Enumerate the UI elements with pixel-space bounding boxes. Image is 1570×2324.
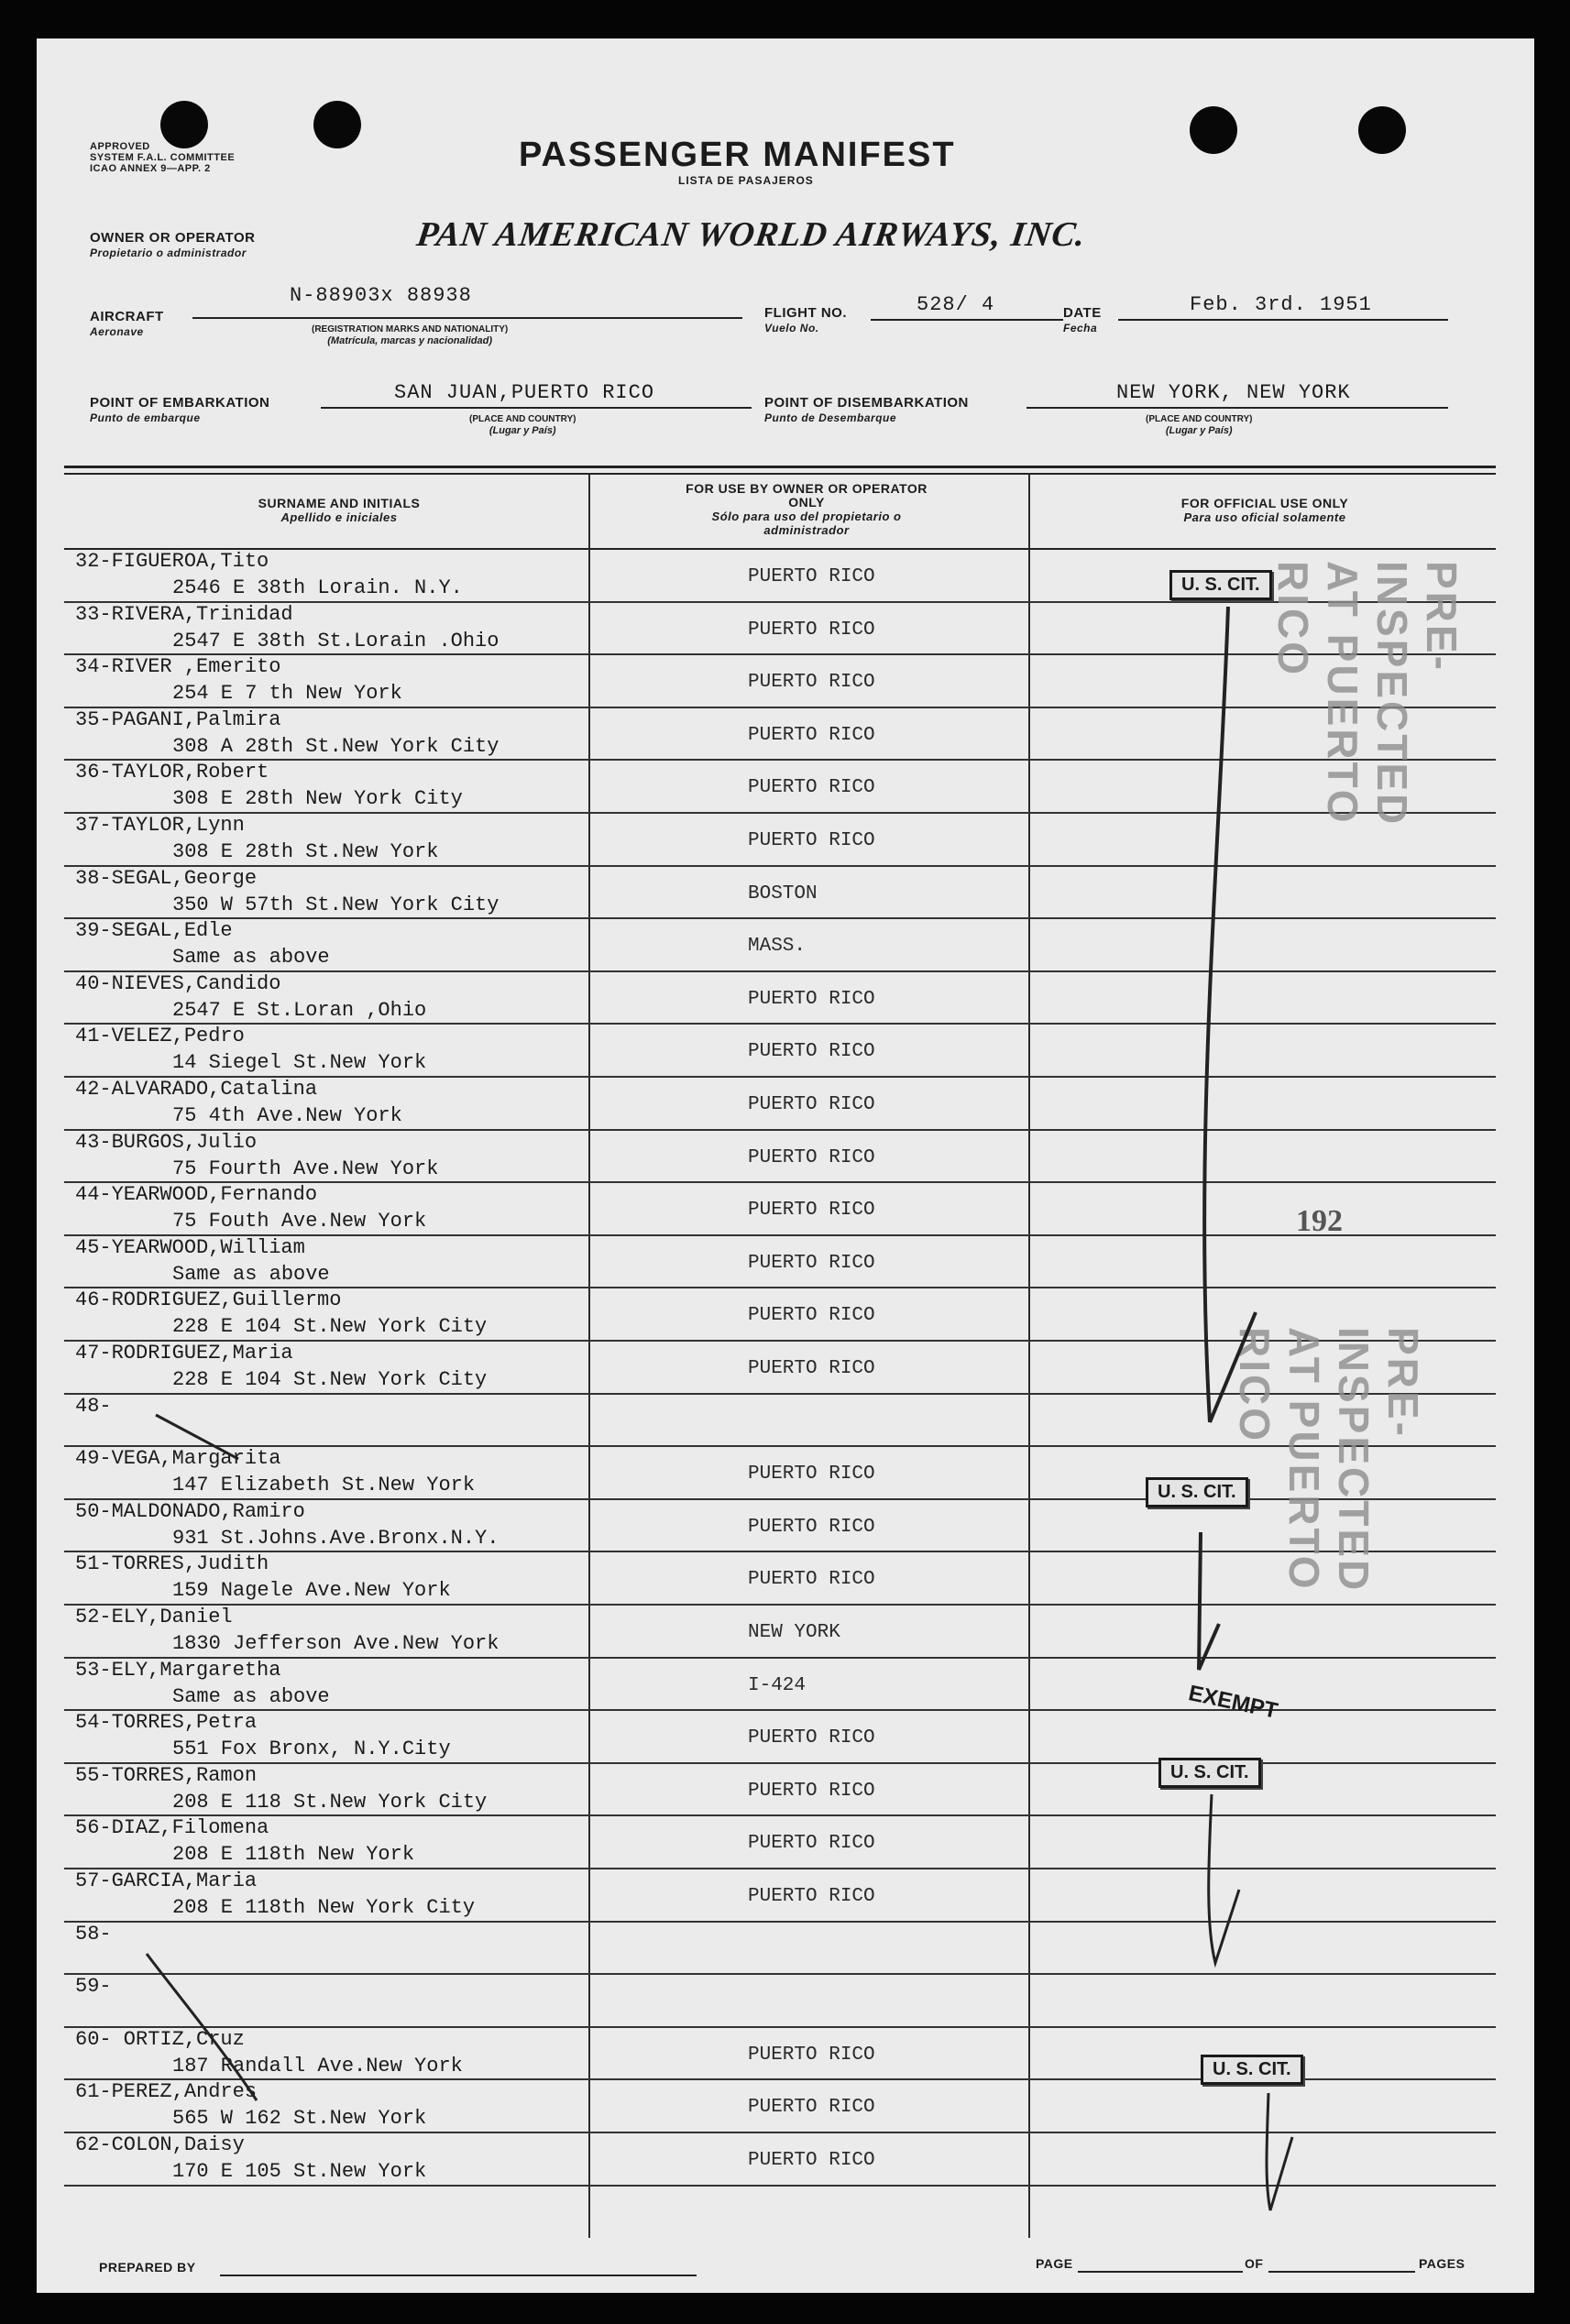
col-header-surname-en: SURNAME AND INITIALS: [258, 496, 421, 510]
passenger-address: 208 E 118th New York City: [172, 1896, 476, 1919]
owner-label-es: Propietario o administrador: [90, 247, 247, 259]
passenger-name: 46-RODRIGUEZ,Guillermo: [75, 1288, 342, 1312]
passenger-name: 37-TAYLOR,Lynn: [75, 814, 245, 837]
passenger-address: 147 Elizabeth St.New York: [172, 1474, 476, 1497]
passenger-address: Same as above: [172, 946, 330, 970]
date-value: Feb. 3rd. 1951: [1190, 293, 1372, 316]
passenger-address: 228 E 104 St.New York City: [172, 1368, 488, 1391]
flight-value: 528/ 4: [917, 293, 995, 316]
passenger-name: 43-BURGOS,Julio: [75, 1130, 258, 1154]
passenger-address: 75 Fourth Ave.New York: [172, 1157, 439, 1180]
preinspected-stamp: PRE-INSPECTED AT PUERTO RICO: [1231, 1327, 1427, 1594]
passenger-name: 44-YEARWOOD,Fernando: [75, 1183, 318, 1207]
us-cit-stamp: U. S. CIT.: [1201, 2055, 1303, 2085]
owner-use-entry: I-424: [748, 1674, 807, 1696]
passenger-address: 350 W 57th St.New York City: [172, 893, 500, 916]
passenger-address: Same as above: [172, 1684, 330, 1708]
owner-use-entry: MASS.: [748, 936, 807, 958]
prepared-by-underline: [220, 2275, 697, 2276]
owner-use-entry: PUERTO RICO: [748, 1305, 875, 1327]
passenger-name: 39-SEGAL,Edle: [75, 919, 233, 943]
aircraft-label-es: Aeronave: [90, 325, 144, 338]
passenger-address: 308 A 28th St.New York City: [172, 734, 500, 758]
pages-label: PAGES: [1419, 2256, 1466, 2271]
prepared-by-label: PREPARED BY: [99, 2260, 196, 2275]
aircraft-caption-en: (REGISTRATION MARKS AND NATIONALITY): [312, 324, 509, 334]
owner-use-entry: PUERTO RICO: [748, 724, 875, 746]
check-line: [1204, 607, 1228, 1422]
check-line: [1209, 1794, 1239, 1963]
passenger-name: 56-DIAZ,Filomena: [75, 1816, 269, 1840]
passenger-address: 159 Nagele Ave.New York: [172, 1579, 451, 1603]
owner-use-entry: PUERTO RICO: [748, 1833, 875, 1855]
owner-use-entry: PUERTO RICO: [748, 777, 875, 799]
passenger-address: 208 E 118 St.New York City: [172, 1790, 488, 1814]
embark-caption-es: (Lugar y País): [489, 425, 556, 436]
passenger-address: 1830 Jefferson Ave.New York: [172, 1632, 500, 1655]
passenger-address: 75 4th Ave.New York: [172, 1104, 402, 1127]
passenger-name: 38-SEGAL,George: [75, 866, 258, 890]
passenger-name: 53-ELY,Margaretha: [75, 1658, 281, 1682]
aircraft-label-text: AIRCRAFT: [90, 309, 164, 324]
embark-label-es: Punto de embarque: [90, 411, 201, 424]
passenger-name: 59-: [75, 1975, 112, 1999]
passenger-address: 2547 E 38th St.Lorain .Ohio: [172, 629, 500, 652]
passenger-address: 565 W 162 St.New York: [172, 2107, 427, 2131]
manifest-sheet: [37, 38, 1534, 2293]
passenger-address: 14 Siegel St.New York: [172, 1051, 427, 1075]
passenger-address: 931 St.Johns.Ave.Bronx.N.Y.: [172, 1526, 500, 1550]
owner-label-text: OWNER OR OPERATOR: [90, 230, 256, 246]
passenger-address: 254 E 7 th New York: [172, 682, 402, 706]
void-slash: [147, 1954, 257, 2100]
passenger-name: 58-: [75, 1922, 112, 1946]
passenger-name: 34-RIVER ,Emerito: [75, 655, 281, 679]
passenger-name: 41-VELEZ,Pedro: [75, 1025, 245, 1048]
passenger-address: Same as above: [172, 1262, 330, 1286]
flight-label-es: Vuelo No.: [764, 322, 819, 334]
passenger-address: 2546 E 38th Lorain. N.Y.: [172, 576, 463, 599]
embark-value: SAN JUAN,PUERTO RICO: [394, 381, 655, 404]
us-cit-stamp: U. S. CIT.: [1169, 570, 1272, 600]
owner-use-entry: PUERTO RICO: [748, 1252, 875, 1274]
approval-line: SYSTEM F.A.L. COMMITTEE: [90, 152, 236, 163]
disembark-label-es: Punto de Desembarque: [764, 411, 897, 424]
disembark-caption-en: (PLACE AND COUNTRY): [1146, 414, 1253, 424]
owner-use-entry: PUERTO RICO: [748, 1094, 875, 1115]
passenger-name: 47-RODRIGUEZ,Maria: [75, 1342, 293, 1365]
passenger-name: 52-ELY,Daniel: [75, 1606, 233, 1628]
owner-use-entry: PUERTO RICO: [748, 2097, 875, 2119]
passenger-name: 48-: [75, 1394, 112, 1418]
passenger-name: 35-PAGANI,Palmira: [75, 707, 281, 731]
passenger-address: 170 E 105 St.New York: [172, 2160, 427, 2183]
passenger-name: 60- ORTIZ,Cruz: [75, 2027, 245, 2051]
col-header-surname-es: Apellido e iniciales: [280, 510, 398, 524]
embark-label-text: POINT OF EMBARKATION: [90, 395, 270, 411]
disembark-label-text: POINT OF DISEMBARKATION: [764, 395, 969, 411]
flight-label-text: FLIGHT NO.: [764, 305, 847, 321]
owner-use-entry: PUERTO RICO: [748, 1358, 875, 1379]
owner-use-entry: PUERTO RICO: [748, 988, 875, 1010]
owner-value: PAN AMERICAN WORLD AIRWAYS, INC.: [414, 215, 1089, 254]
passenger-address: 75 Fouth Ave.New York: [172, 1210, 427, 1233]
passenger-name: 57-GARCIA,Maria: [75, 1869, 258, 1892]
exempt-stamp: EXEMPT: [1186, 1681, 1280, 1724]
owner-use-entry: PUERTO RICO: [748, 1146, 875, 1168]
passenger-name: 36-TAYLOR,Robert: [75, 761, 269, 784]
check-line: [1267, 2093, 1292, 2210]
passenger-address: 2547 E St.Loran ,Ohio: [172, 998, 427, 1022]
owner-use-entry: NEW YORK: [748, 1622, 840, 1643]
approval-line: APPROVED: [90, 141, 150, 152]
passenger-address: 228 E 104 St.New York City: [172, 1315, 488, 1339]
passenger-name: 61-PEREZ,Andres: [75, 2080, 258, 2104]
owner-use-entry: BOSTON: [748, 882, 818, 904]
owner-use-entry: PUERTO RICO: [748, 2044, 875, 2066]
page-label: PAGE: [1036, 2256, 1073, 2271]
page-title: PASSENGER MANIFEST: [519, 136, 956, 174]
passenger-name: 33-RIVERA,Trinidad: [75, 602, 293, 626]
owner-use-entry: PUERTO RICO: [748, 1516, 875, 1538]
preinspected-stamp: PRE-INSPECTED AT PUERTO RICO: [1269, 561, 1466, 828]
owner-use-entry: PUERTO RICO: [748, 1041, 875, 1063]
page-subtitle: LISTA DE PASAJEROS: [678, 174, 814, 187]
disembark-caption-es: (Lugar y País): [1165, 425, 1233, 436]
stamped-page-number: 192: [1296, 1204, 1343, 1238]
passenger-name: 62-COLON,Daisy: [75, 2133, 245, 2156]
passenger-name: 54-TORRES,Petra: [75, 1711, 258, 1735]
date-label-es: Fecha: [1063, 322, 1098, 334]
passenger-address: 308 E 28th New York City: [172, 787, 463, 811]
col-header-owner-es: Sólo para uso del propietario o administrador: [711, 510, 902, 537]
passenger-name: 55-TORRES,Ramon: [75, 1763, 258, 1787]
col-header-official-es: Para uso oficial solamente: [1183, 510, 1346, 524]
us-cit-stamp: U. S. CIT.: [1158, 1758, 1261, 1788]
passenger-address: 551 Fox Bronx, N.Y.City: [172, 1738, 451, 1761]
void-slash: [156, 1415, 238, 1459]
approval-line: ICAO ANNEX 9—APP. 2: [90, 163, 211, 174]
check-line: [1210, 1312, 1256, 1422]
check-line: [1199, 1532, 1219, 1670]
passenger-name: 49-VEGA,Margarita: [75, 1447, 281, 1471]
us-cit-stamp: U. S. CIT.: [1146, 1477, 1248, 1507]
passenger-address: 187 Randall Ave.New York: [172, 2054, 463, 2077]
of-label: OF: [1245, 2256, 1264, 2271]
embark-caption-en: (PLACE AND COUNTRY): [469, 414, 576, 424]
page-underline: [1078, 2271, 1243, 2273]
col-header-official-en: FOR OFFICIAL USE ONLY: [1180, 496, 1349, 510]
col-header-owner-en: FOR USE BY OWNER OR OPERATOR ONLY: [686, 481, 928, 510]
owner-use-entry: PUERTO RICO: [748, 2150, 875, 2171]
passenger-name: 32-FIGUEROA,Tito: [75, 550, 269, 573]
owner-use-entry: PUERTO RICO: [748, 566, 875, 587]
passenger-name: 51-TORRES,Judith: [75, 1552, 269, 1576]
owner-use-entry: PUERTO RICO: [748, 1727, 875, 1749]
owner-use-entry: PUERTO RICO: [748, 1886, 875, 1907]
aircraft-value: N-88903x 88938: [290, 284, 472, 307]
owner-use-entry: PUERTO RICO: [748, 1200, 875, 1222]
passenger-name: 45-YEARWOOD,William: [75, 1235, 305, 1259]
owner-use-entry: PUERTO RICO: [748, 1463, 875, 1485]
owner-use-entry: PUERTO RICO: [748, 1780, 875, 1802]
owner-use-entry: PUERTO RICO: [748, 830, 875, 851]
passenger-name: 40-NIEVES,Candido: [75, 971, 281, 995]
disembark-value: NEW YORK, NEW YORK: [1116, 381, 1351, 404]
passenger-address: 208 E 118th New York: [172, 1843, 415, 1867]
passenger-name: 50-MALDONADO,Ramiro: [75, 1499, 305, 1523]
date-label-text: DATE: [1063, 305, 1102, 321]
handwritten-marks: [37, 38, 1534, 2293]
aircraft-caption-es: (Matrícula, marcas y nacionalidad): [327, 335, 492, 346]
owner-use-entry: PUERTO RICO: [748, 619, 875, 641]
passenger-name: 42-ALVARADO,Catalina: [75, 1078, 318, 1101]
owner-use-entry: PUERTO RICO: [748, 672, 875, 694]
passenger-address: 308 E 28th St.New York: [172, 840, 439, 863]
owner-use-entry: PUERTO RICO: [748, 1569, 875, 1591]
of-underline: [1268, 2271, 1415, 2273]
